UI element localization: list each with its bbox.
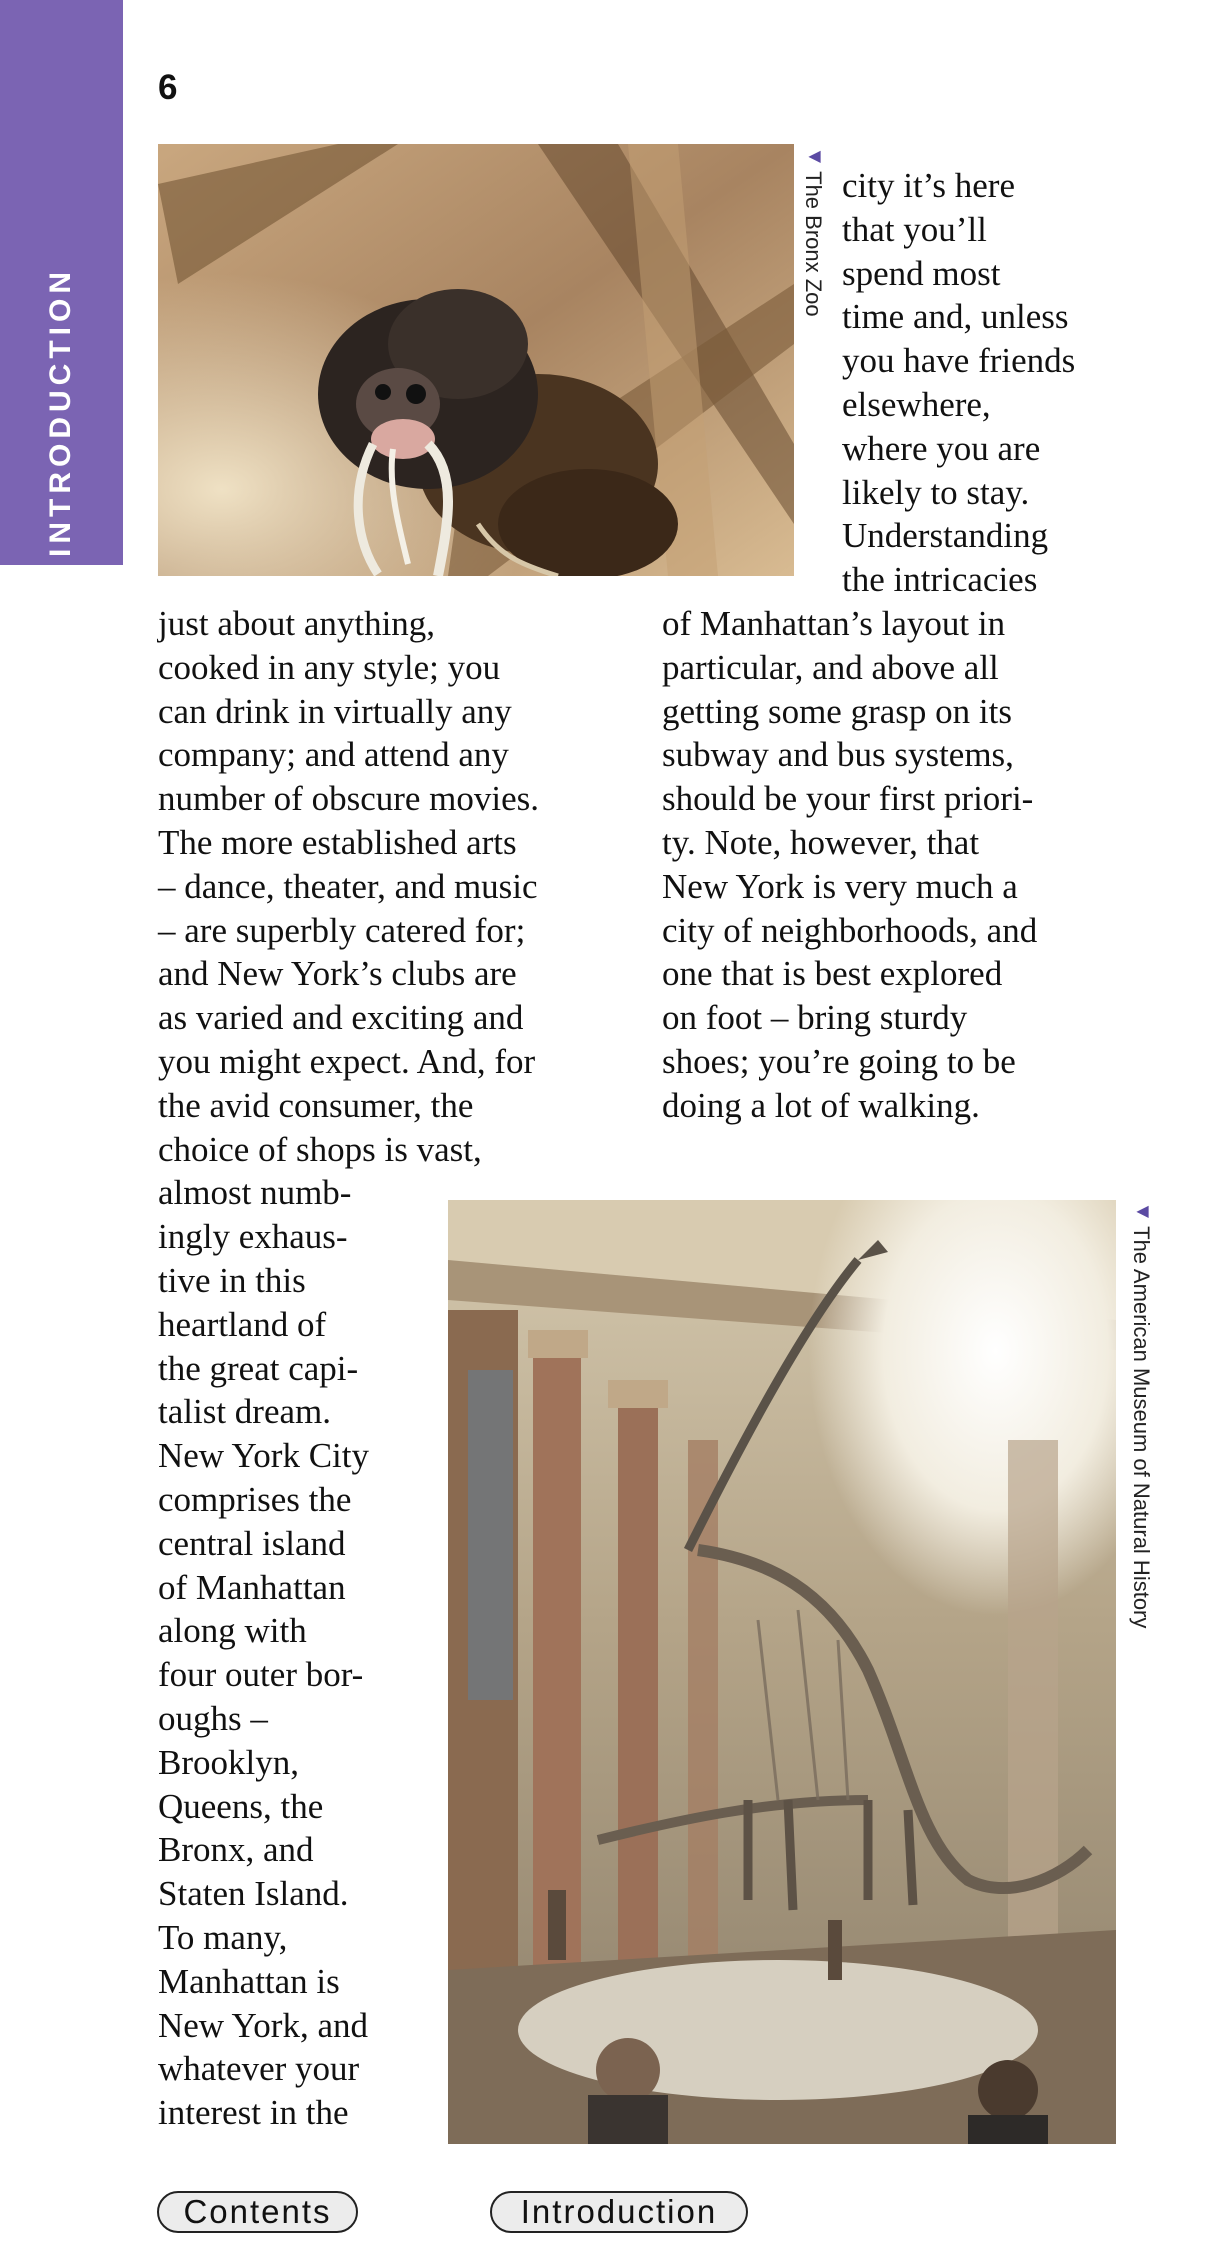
- text-line: time and, unless: [842, 297, 1069, 337]
- section-tab: [0, 0, 123, 565]
- text-line: of Manhattan: [158, 1567, 346, 1607]
- text-line: Understanding: [842, 516, 1049, 556]
- text-line: company; and attend any: [158, 735, 509, 775]
- text-line: choice of shops is vast,: [158, 1129, 482, 1169]
- text-line: almost numb-: [158, 1173, 352, 1213]
- text-line: New York City: [158, 1436, 370, 1476]
- text-line: Staten Island.: [158, 1874, 349, 1914]
- text-line: city of neighborhoods, and: [662, 910, 1038, 950]
- text-line: central island: [158, 1523, 346, 1563]
- body-text-right-top: [842, 164, 1075, 602]
- museum-caption: [1128, 1201, 1154, 1628]
- text-line: can drink in virtually any: [158, 691, 512, 731]
- text-line: ingly exhaus-: [158, 1217, 348, 1257]
- text-line: comprises the: [158, 1479, 352, 1519]
- text-line: where you are: [842, 428, 1041, 468]
- text-line: oughs –: [158, 1698, 268, 1738]
- text-line: particular, and above all: [662, 647, 999, 687]
- text-line: you have friends: [842, 341, 1076, 381]
- section-tab-label: INTRODUCTION: [44, 267, 77, 557]
- monkey-photo: [158, 144, 794, 576]
- text-line: and New York’s clubs are: [158, 954, 517, 994]
- text-line: of Manhattan’s layout in: [662, 604, 1006, 643]
- text-line: Bronx, and: [158, 1830, 314, 1870]
- body-text-right: [662, 602, 1037, 1128]
- text-line: shoes; you’re going to be: [662, 1041, 1016, 1081]
- text-line: likely to stay.: [842, 472, 1030, 512]
- caption-marker-icon: ◀: [805, 146, 822, 165]
- text-line: spend most: [842, 253, 1001, 293]
- contents-button[interactable]: Contents: [157, 2191, 358, 2233]
- text-line: New York is very much a: [662, 866, 1018, 906]
- bronx-zoo-caption: [800, 146, 826, 317]
- text-line: getting some grasp on its: [662, 691, 1012, 731]
- text-line: – are superbly catered for;: [158, 910, 526, 950]
- caption-marker-icon: ◀: [1133, 1201, 1150, 1220]
- museum-caption-text: The American Museum of Natural History: [1129, 1226, 1154, 1629]
- text-line: Manhattan is: [158, 1961, 340, 2001]
- text-line: elsewhere,: [842, 384, 991, 424]
- introduction-button[interactable]: Introduction: [490, 2191, 748, 2233]
- page-number: 6: [158, 68, 178, 107]
- text-line: The more established arts: [158, 822, 517, 862]
- text-line: – dance, theater, and music: [158, 866, 538, 906]
- text-line: interest in the: [158, 2093, 349, 2133]
- text-line: talist dream.: [158, 1392, 332, 1432]
- text-line: New York, and: [158, 2005, 368, 2045]
- text-line: the great capi-: [158, 1348, 359, 1388]
- text-line: four outer bor-: [158, 1655, 364, 1695]
- text-line: tive in this: [158, 1260, 306, 1300]
- text-line: along with: [158, 1611, 307, 1651]
- text-line: To many,: [158, 1917, 288, 1957]
- text-line: Brooklyn,: [158, 1742, 299, 1782]
- text-line: doing a lot of walking.: [662, 1085, 980, 1125]
- text-line: subway and bus systems,: [662, 735, 1014, 775]
- text-line: city it’s here: [842, 166, 1016, 205]
- text-line: just about anything,: [158, 604, 436, 643]
- text-line: heartland of: [158, 1304, 327, 1344]
- text-line: should be your first priori-: [662, 779, 1034, 819]
- text-line: ty. Note, however, that: [662, 822, 980, 862]
- text-line: the intricacies: [842, 560, 1038, 600]
- text-line: the avid consumer, the: [158, 1085, 474, 1125]
- text-line: on foot – bring sturdy: [662, 998, 968, 1038]
- dinosaur-hall-photo: [448, 1200, 1116, 2144]
- text-line: one that is best explored: [662, 954, 1003, 994]
- text-line: as varied and exciting and: [158, 998, 524, 1038]
- text-line: you might expect. And, for: [158, 1041, 536, 1081]
- text-line: cooked in any style; you: [158, 647, 501, 687]
- text-line: whatever your: [158, 2049, 360, 2089]
- text-line: number of obscure movies.: [158, 779, 540, 819]
- text-line: Queens, the: [158, 1786, 324, 1826]
- bronx-zoo-caption-text: The Bronx Zoo: [801, 171, 826, 317]
- text-line: that you’ll: [842, 209, 987, 249]
